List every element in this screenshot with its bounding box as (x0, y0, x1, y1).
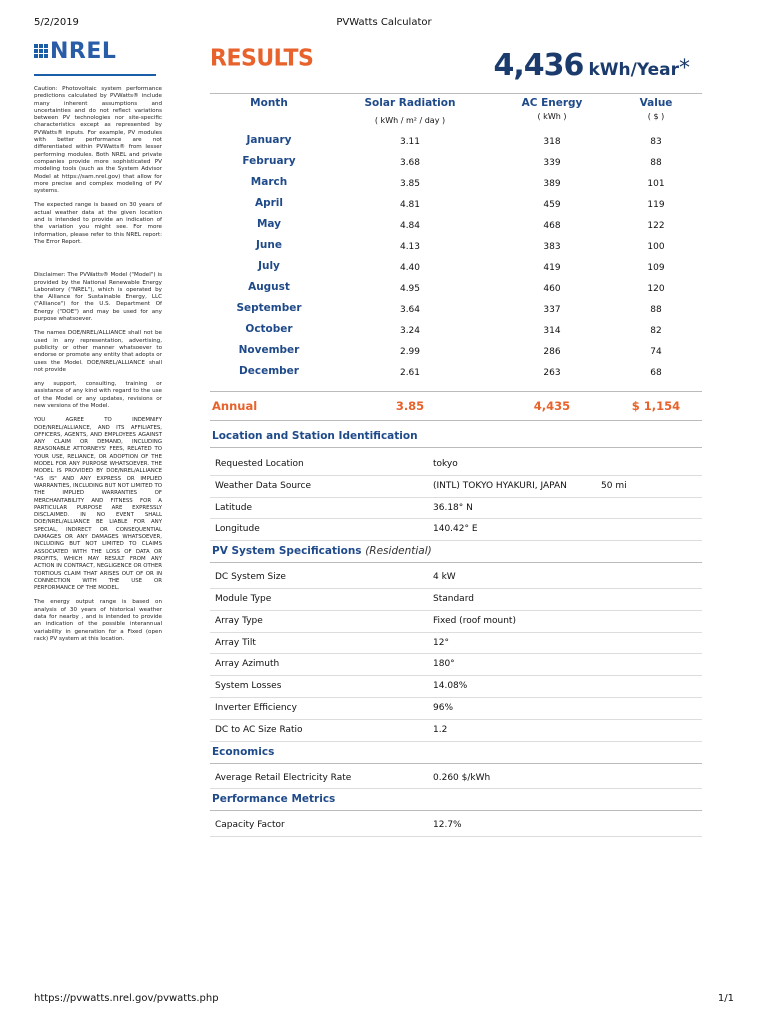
annual-ac-energy: 4,435 (533, 399, 571, 413)
info-value: 1.2 (433, 724, 448, 735)
solar-cell: 3.85 (399, 179, 421, 189)
value-cell: 101 (647, 179, 665, 189)
month-header: Month (250, 97, 288, 109)
value-unit: ( $ ) (647, 112, 665, 121)
value-cell: 83 (650, 137, 662, 147)
month-cell: December (239, 365, 299, 377)
table-header (210, 94, 702, 134)
nrel-logo-subtitle (38, 66, 162, 70)
month-cell: April (254, 197, 284, 209)
info-label: System Losses (215, 681, 282, 692)
disclaimer-paragraph: Disclaimer: The PVWatts® Model ("Model") is provided by the National Renewable Energy Laboratory ("NREL"), which is operated by the Alliance for Sustainable Energy, LLC ("Alliance") for the U.S. Department Of Energy ("DOE") and may be used for any purpose whatsoever. (34, 272, 162, 323)
pv-section-title (210, 541, 702, 563)
month-cell: June (256, 239, 282, 251)
table-row (210, 302, 702, 323)
economics-rows (210, 768, 702, 790)
info-value: tokyo (433, 459, 458, 469)
month-cell: July (258, 260, 280, 272)
month-cell: October (245, 323, 293, 335)
table-row (210, 323, 702, 344)
solar-cell: 3.11 (399, 137, 421, 147)
info-label: Average Retail Electricity Rate (215, 772, 352, 783)
info-label: Module Type (215, 593, 272, 604)
solar-cell: 4.81 (399, 200, 421, 210)
info-value: 0.260 $/kWh (433, 772, 491, 783)
info-row (210, 611, 702, 633)
energy-range-paragraph: The energy output range is based on analysis of 30 years of historical weather data for nearby , and is intended to provide an indication of the possible interannual variability in generation for a Fixed (open rack) PV system at this location. (34, 599, 162, 642)
info-label: Array Type (215, 615, 263, 626)
annual-total (493, 48, 690, 83)
info-label: DC System Size (215, 572, 286, 583)
info-distance: 50 mi (601, 480, 627, 491)
info-row (210, 633, 702, 655)
info-value: (INTL) TOKYO HYAKURI, JAPAN (433, 480, 567, 491)
value-cell: 74 (650, 347, 662, 357)
value-cell: 82 (650, 326, 662, 336)
performance-section-title: Performance Metrics (210, 789, 702, 811)
page-number: 1/1 (717, 993, 734, 1004)
value-cell: 100 (647, 242, 665, 252)
print-date: 5/2/2019 (34, 17, 79, 28)
ac-energy-cell: 419 (543, 263, 561, 273)
solar-cell: 3.24 (399, 326, 421, 336)
info-value: 12.7% (433, 820, 462, 831)
value-cell: 68 (650, 368, 662, 378)
solar-cell: 4.13 (399, 242, 421, 252)
info-row (210, 589, 702, 611)
value-cell: 88 (650, 158, 662, 168)
table-row (210, 155, 702, 176)
value-cell: 120 (647, 284, 665, 294)
value-header: Value (639, 97, 673, 109)
system-info (210, 426, 702, 837)
ac-energy-cell: 389 (543, 179, 561, 189)
solar-header: Solar Radiation (364, 97, 456, 109)
info-value: 4 kW (433, 572, 456, 583)
solar-unit: ( kWh / m² / day ) (374, 116, 446, 125)
info-label: Array Azimuth (215, 659, 280, 670)
logo-divider (34, 74, 156, 76)
value-cell: 88 (650, 305, 662, 315)
ac-energy-cell: 263 (543, 368, 561, 378)
value-cell: 122 (647, 221, 665, 231)
annual-solar: 3.85 (395, 399, 425, 413)
month-cell: November (238, 344, 300, 356)
value-cell: 119 (647, 200, 665, 210)
location-section-title: Location and Station Identification (210, 426, 702, 448)
table-row (210, 197, 702, 218)
performance-rows (210, 815, 702, 837)
month-cell: August (248, 281, 290, 293)
info-value: 140.42° E (433, 524, 478, 535)
print-url: https://pvwatts.nrel.gov/pvwatts.php (34, 993, 219, 1004)
annual-value: $ 1,154 (631, 399, 681, 413)
info-row (210, 567, 702, 589)
table-row (210, 344, 702, 365)
solar-cell: 4.40 (399, 263, 421, 273)
results-heading: RESULTS (210, 45, 314, 72)
annual-total-value: 4,436 (493, 48, 584, 83)
disclaimer-text (34, 86, 162, 643)
asterisk-note: * (679, 56, 690, 81)
table-row (210, 176, 702, 197)
sidebar (34, 36, 162, 650)
info-row (210, 698, 702, 720)
solar-cell: 4.84 (399, 221, 421, 231)
economics-section-title: Economics (210, 742, 702, 764)
info-row (210, 498, 702, 520)
location-rows (210, 454, 702, 541)
info-value: Fixed (roof mount) (433, 615, 516, 626)
info-value: Standard (433, 593, 474, 604)
nrel-logo-text: NREL (50, 38, 117, 64)
pv-title-note: (Residential) (365, 545, 432, 558)
ac-energy-cell: 314 (543, 326, 561, 336)
table-row (210, 134, 702, 155)
info-label: Weather Data Source (215, 480, 312, 491)
annual-row (210, 391, 702, 421)
info-value: 36.18° N (433, 502, 473, 513)
info-label: Longitude (215, 524, 260, 535)
print-title: PVWatts Calculator (336, 17, 432, 28)
ac-energy-cell: 459 (543, 200, 561, 210)
solar-cell: 2.61 (399, 368, 421, 378)
info-value: 12° (433, 637, 449, 648)
support-paragraph: any support, consulting, training or assistance of any kind with regard to the use of the Model or any updates, revisions or new versions of the Model. (34, 381, 162, 409)
month-cell: January (246, 134, 292, 146)
table-row (210, 218, 702, 239)
ac-energy-header: AC Energy (521, 97, 583, 109)
monthly-results-table (210, 93, 702, 421)
month-cell: September (236, 302, 302, 314)
caution-paragraph: Caution: Photovoltaic system performance predictions calculated by PVWatts® include many inherent assumptions and uncertainties and do not reflect variations between PV technologies nor site-specific characteristics except as represented by PVWatts® inputs. For example, PV modules with better performance are not differentiated within PVWatts® from lesser performing modules. Both NREL and private companies provide more sophisticated PV modeling tools (such as the System Advisor Model at https://sam.nrel.gov) that allow for more precise and complex modeling of PV systems. (34, 86, 162, 195)
solar-cell: 2.99 (399, 347, 421, 357)
annual-label: Annual (212, 399, 258, 413)
info-row (210, 519, 702, 541)
pv-title-text: PV System Specifications (212, 545, 362, 558)
table-row (210, 281, 702, 302)
ac-energy-cell: 286 (543, 347, 561, 357)
month-cell: March (250, 176, 288, 188)
month-cell: May (256, 218, 282, 230)
info-label: Requested Location (215, 459, 304, 469)
month-rows (210, 134, 702, 386)
info-value: 14.08% (433, 681, 468, 692)
info-row (210, 476, 702, 498)
indemnify-paragraph: YOU AGREE TO INDEMNIFY DOE/NREL/ALLIANCE, AND ITS AFFILIATES, OFFICERS, AGENTS, AND EMPLOYEES AGAINST ANY CLAIM OR DEMAND, INCLUDING REASONABLE ATTORNEYS' FEES, RELATED TO YOUR USE, RELIANCE, OR ADOPTION OF THE MODEL FOR ANY PURPOSE WHATSOEVER. THE MODEL IS PROVIDED BY DOE/NREL/ALLIANCE "AS IS" AND ANY EXPRESS OR IMPLIED WARRANTIES, INCLUDING BUT NOT LIMITED TO THE IMPLIED WARRANTIES OF MERCHANTABILITY AND FITNESS FOR A PARTICULAR PURPOSE ARE EXPRESSLY DISCLAIMED. IN NO EVENT SHALL DOE/NREL/ALLIANCE BE LIABLE FOR ANY SPECIAL, INDIRECT OR CONSEQUENTIAL DAMAGES OR ANY DAMAGES WHATSOEVER, INCLUDING BUT NOT LIMITED TO CLAIMS ASSOCIATED WITH THE LOSS OF DATA OR PROFITS, WHICH MAY RESULT FROM ANY ACTION IN CONTRACT, NEGLIGENCE OR OTHER TORTIOUS CLAIM THAT ARISES OUT OF OR IN CONNECTION WITH THE USE OR PERFORMANCE OF THE MODEL. (34, 417, 162, 592)
info-row (210, 654, 702, 676)
month-cell: February (242, 155, 296, 167)
solar-cell: 3.68 (399, 158, 421, 168)
pv-rows (210, 567, 702, 741)
expected-range-paragraph: The expected range is based on 30 years of actual weather data at the given location and is intended to provide an indication of the variation you might see. For more information, please refer to this NREL report: The Error Report. (34, 202, 162, 245)
info-row (210, 720, 702, 742)
table-row (210, 239, 702, 260)
info-row (210, 454, 702, 476)
info-row (210, 815, 702, 837)
info-label: Latitude (215, 502, 253, 513)
ac-energy-cell: 318 (543, 137, 561, 147)
info-label: Inverter Efficiency (215, 702, 297, 713)
info-value: 180° (433, 659, 455, 670)
annual-total-unit: kWh/Year (588, 60, 679, 80)
info-row (210, 768, 702, 790)
ac-energy-cell: 383 (543, 242, 561, 252)
nrel-logo-icon (34, 44, 48, 58)
ac-energy-cell: 337 (543, 305, 561, 315)
info-value: 96% (433, 702, 454, 713)
info-label: DC to AC Size Ratio (215, 724, 303, 735)
nrel-logo[interactable] (34, 36, 162, 66)
table-row (210, 365, 702, 386)
info-row (210, 676, 702, 698)
info-label: Capacity Factor (215, 820, 285, 831)
value-cell: 109 (647, 263, 665, 273)
table-row (210, 260, 702, 281)
names-paragraph: The names DOE/NREL/ALLIANCE shall not be used in any representation, advertising, publicity or other manner whatsoever to endorse or promote any entity that adopts or uses the Model. DOE/NREL/ALLIANCE shall not provide (34, 330, 162, 373)
ac-energy-cell: 468 (543, 221, 561, 231)
solar-cell: 3.64 (399, 305, 421, 315)
solar-cell: 4.95 (399, 284, 421, 294)
ac-energy-unit: ( kWh ) (537, 112, 567, 121)
info-label: Array Tilt (215, 637, 256, 648)
ac-energy-cell: 339 (543, 158, 561, 168)
ac-energy-cell: 460 (543, 284, 561, 294)
